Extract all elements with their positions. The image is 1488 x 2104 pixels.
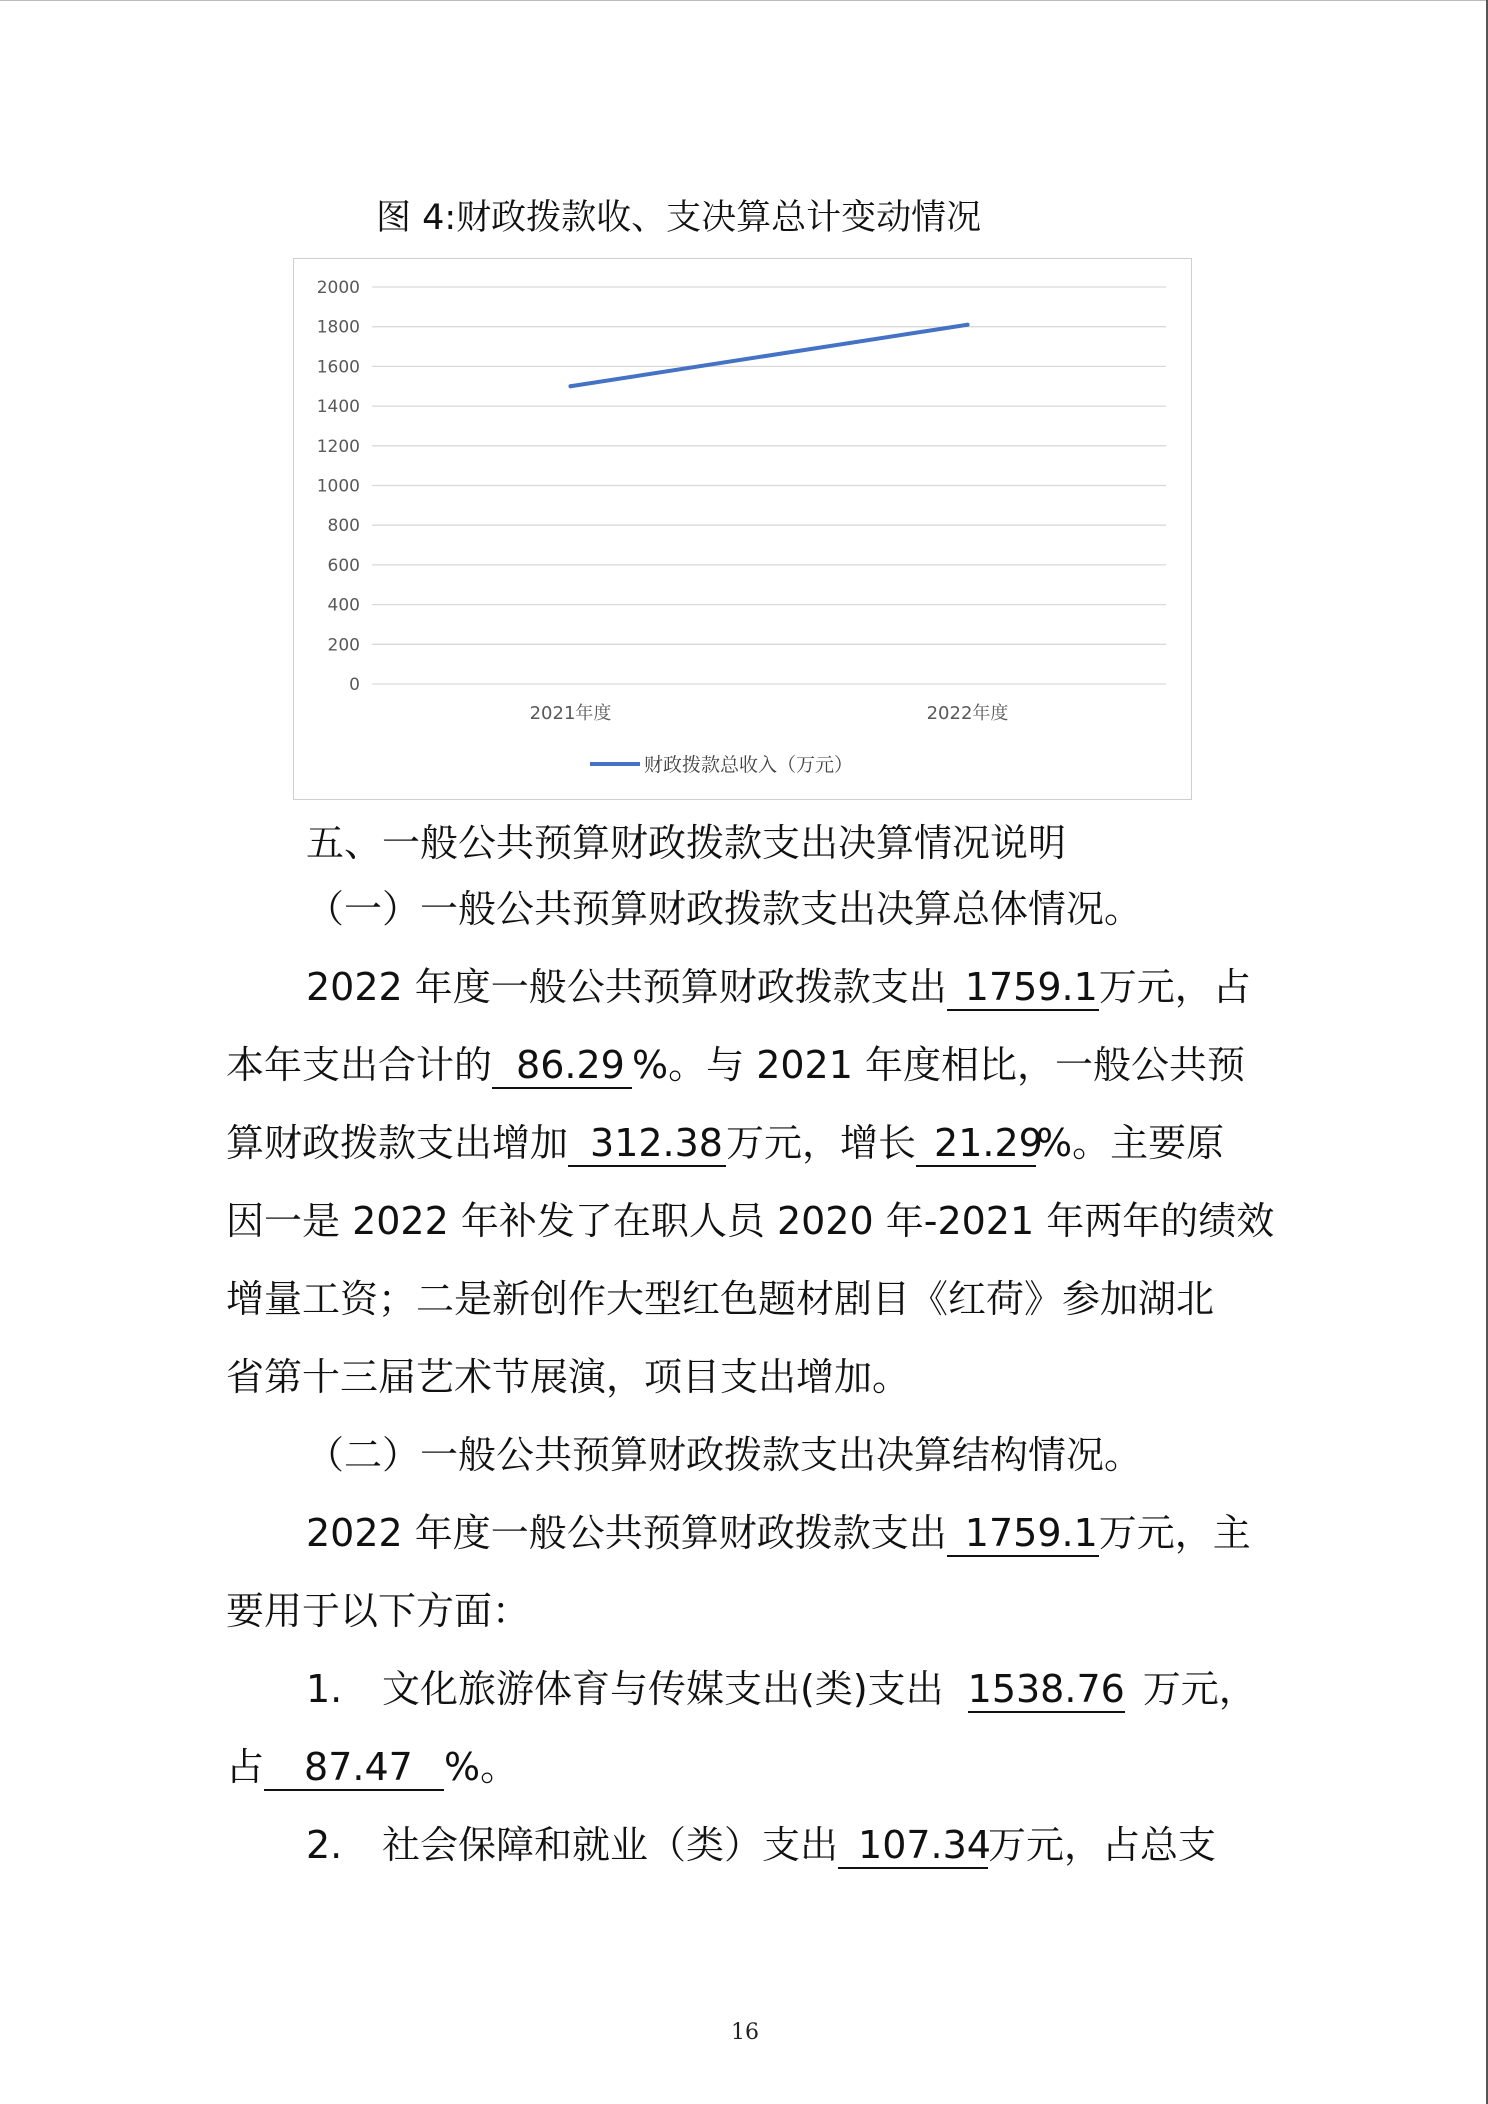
series-line — [571, 325, 968, 387]
underline-field — [838, 1823, 991, 1869]
line-chart — [293, 258, 1192, 800]
legend-label: 财政拨款总收入（万元） — [644, 754, 854, 776]
underline-field — [947, 965, 1099, 1011]
paragraph-1-line-1 — [306, 965, 1251, 1011]
text: 本年支出合计的 — [226, 1043, 493, 1087]
text: 万元，主 — [1098, 1511, 1251, 1555]
y-tick-label: 1000 — [316, 476, 360, 497]
underline-field — [947, 1511, 1099, 1557]
underline-field — [264, 1745, 444, 1791]
underline-field — [568, 1121, 726, 1167]
y-tick-label: 1600 — [316, 357, 360, 378]
underlined-value: 1759.1 — [964, 965, 1098, 1009]
text: %。主要原 — [1036, 1121, 1225, 1165]
paragraph-1-line-2 — [226, 1043, 1245, 1089]
y-tick-label: 200 — [327, 635, 360, 656]
subsection-heading-2: （二）一般公共预算财政拨款支出决算结构情况。 — [306, 1433, 1143, 1477]
underline-field — [967, 1667, 1125, 1713]
page-top-edge — [0, 0, 1488, 1]
paragraph-1-line-5: 增量工资；二是新创作大型红色题材剧目《红荷》参加湖北 — [226, 1277, 1215, 1321]
underlined-value: 87.47 — [304, 1745, 413, 1789]
subsection-heading-1: （一）一般公共预算财政拨款支出决算总体情况。 — [306, 887, 1143, 931]
underline-field — [916, 1121, 1043, 1167]
text: 万元，占总支 — [988, 1823, 1217, 1867]
text: 万元， — [1142, 1667, 1257, 1711]
text: 万元，占 — [1098, 965, 1251, 1009]
underlined-value: 312.38 — [590, 1121, 723, 1165]
x-tick-label: 2021年度 — [529, 703, 612, 724]
text: 万元，增长 — [726, 1121, 917, 1165]
text: %。与 2021 年度相比，一般公共预 — [632, 1043, 1245, 1087]
text: 算财政拨款支出增加 — [226, 1121, 569, 1165]
chart-canvas — [294, 259, 1193, 801]
underline-field — [492, 1043, 632, 1089]
underlined-value: 1759.1 — [964, 1511, 1098, 1555]
paragraph-1-line-6: 省第十三届艺术节展演，项目支出增加。 — [226, 1355, 911, 1399]
list-number: 1. — [306, 1667, 343, 1711]
paragraph-2-line-1 — [306, 1511, 1251, 1557]
data-point — [966, 323, 970, 327]
list-item-1 — [306, 1667, 1257, 1713]
underlined-value: 21.29 — [934, 1121, 1043, 1165]
list-item-1-line-2 — [226, 1745, 519, 1791]
data-point — [569, 384, 573, 388]
y-tick-label: 1400 — [316, 397, 360, 418]
figure-title: 图 4:财政拨款收、支决算总计变动情况 — [376, 198, 982, 238]
paragraph-2-line-2: 要用于以下方面： — [226, 1589, 531, 1633]
y-tick-label: 1800 — [316, 317, 360, 338]
y-tick-label: 1200 — [316, 436, 360, 457]
y-tick-label: 0 — [349, 675, 360, 695]
text: 文化旅游体育与传媒支出(类)支出 — [382, 1667, 944, 1711]
text: 2022 年度一般公共预算财政拨款支出 — [306, 965, 947, 1009]
y-tick-label: 600 — [327, 555, 360, 576]
text: 社会保障和就业（类）支出 — [382, 1823, 839, 1867]
list-number: 2. — [306, 1823, 343, 1867]
page-number: 16 — [731, 2020, 759, 2045]
section-heading: 五、一般公共预算财政拨款支出决算情况说明 — [306, 821, 1067, 865]
text: 2022 年度一般公共预算财政拨款支出 — [306, 1511, 947, 1555]
y-tick-label: 400 — [327, 595, 360, 616]
paragraph-1-line-4: 因一是 2022 年补发了在职人员 2020 年-2021 年两年的绩效 — [226, 1199, 1275, 1243]
y-tick-label: 2000 — [316, 278, 360, 298]
paragraph-1-line-3 — [226, 1121, 1225, 1167]
x-tick-label: 2022年度 — [926, 703, 1009, 724]
underlined-value: 1538.76 — [967, 1667, 1125, 1711]
list-item-2 — [306, 1823, 1217, 1869]
y-tick-label: 800 — [327, 516, 360, 537]
text: 占 — [226, 1745, 265, 1789]
text: %。 — [444, 1745, 519, 1789]
underlined-value: 86.29 — [516, 1043, 625, 1087]
underlined-value: 107.34 — [858, 1823, 991, 1867]
